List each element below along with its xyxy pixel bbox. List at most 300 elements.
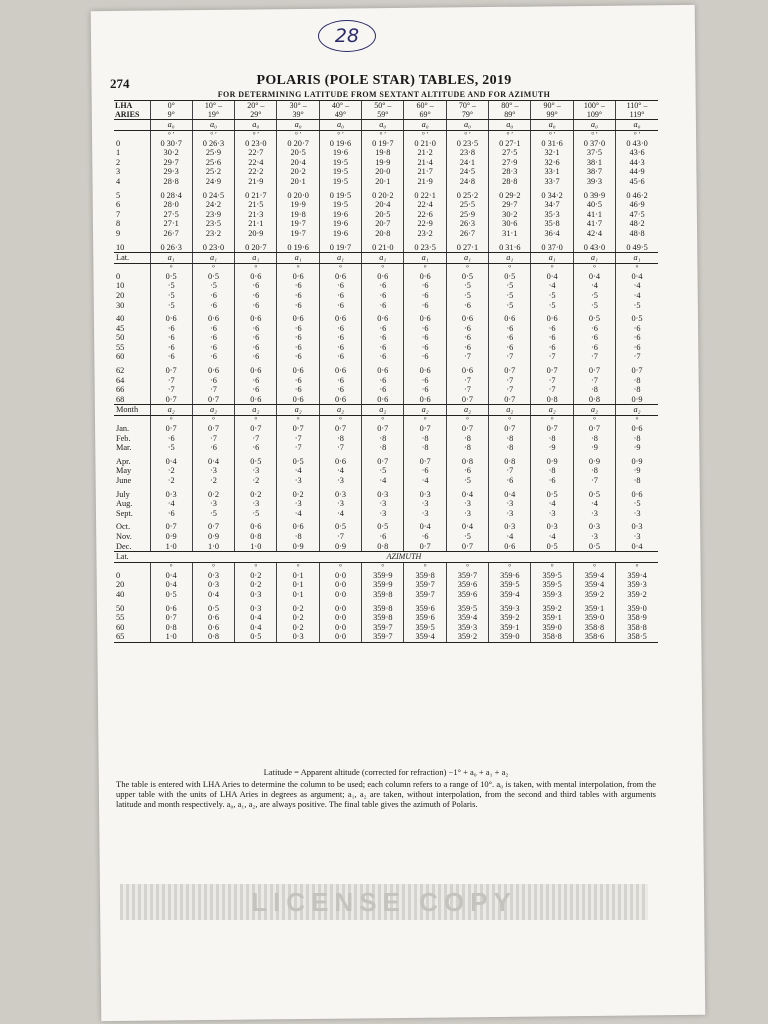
table-row: [114, 352, 658, 362]
cell-value: 0 28·4: [150, 191, 192, 201]
cell-value: 21·1: [235, 219, 277, 229]
a0_section-symbol: a₀: [192, 120, 234, 131]
a0_section-symbol: a₀: [573, 120, 615, 131]
column-header: [235, 101, 277, 120]
table-row: [114, 158, 658, 168]
row-label: 62: [116, 366, 125, 376]
a1_section-unit: °: [150, 263, 192, 272]
row-label: 1: [116, 148, 121, 158]
cell-value: ·3: [616, 509, 658, 519]
cell-value: 0·3: [573, 522, 615, 532]
table-row: [114, 210, 658, 220]
cell-value: 25·5: [446, 200, 488, 210]
table-row: [114, 301, 658, 311]
cell-value: ·5: [235, 509, 277, 519]
cell-value: ·8: [404, 434, 446, 444]
table-row: [114, 191, 658, 201]
cell-value: ·6: [277, 333, 319, 343]
row-label: 4: [116, 176, 121, 186]
cell-value: 0·4: [616, 542, 658, 552]
cell-value: ·6: [150, 343, 192, 353]
azimuth_section-heading-row: [114, 552, 658, 563]
cell-value: ·5: [362, 466, 404, 476]
footnote-text: The table is entered with LHA Aries to determine the column to be used; each column refers to a range of 10°. a₀ is taken, with mental interpolation, from the upper table with the units of LHA Aries in degrees as argument; a₁, a₂ are taken, without interpolation, from the second and third tables with arguments latitude and month respectively. a₀, a₁, a₂, are always positive. The final table gives the azimuth of Polaris.: [116, 779, 656, 809]
cell-value: 20·8: [362, 229, 404, 239]
cell-value: ·3: [573, 509, 615, 519]
table-row: [114, 466, 658, 476]
cell-value: ·6: [362, 333, 404, 343]
cell-value: 359·3: [446, 623, 488, 633]
cell-value: 0·6: [319, 272, 361, 282]
cell-value: 24·5: [446, 167, 488, 177]
cell-value: 0·7: [235, 424, 277, 434]
table-row: [114, 314, 658, 324]
cell-value: ·6: [531, 333, 573, 343]
cell-value: 0 21·0: [362, 243, 404, 253]
cell-value: 0 43·0: [573, 243, 615, 253]
cell-value: ·8: [573, 466, 615, 476]
cell-value: ·8: [362, 434, 404, 444]
cell-value: 28·3: [489, 167, 531, 177]
cell-value: 44·3: [616, 158, 658, 168]
cell-value: ·6: [446, 324, 488, 334]
a0_section-unit: ° ′: [616, 130, 658, 139]
cell-value: 359·5: [404, 623, 446, 633]
cell-value: ·6: [192, 443, 234, 453]
cell-value: 0·5: [531, 542, 573, 552]
column-from: 110° –: [626, 101, 648, 110]
row-label: Apr.: [116, 456, 131, 466]
cell-value: 0·8: [192, 632, 234, 642]
cell-value: ·4: [319, 509, 361, 519]
cell-value: ·7: [277, 434, 319, 444]
cell-value: ·4: [616, 291, 658, 301]
polaris-table: [114, 100, 658, 643]
table-row: [114, 532, 658, 542]
cell-value: ·3: [404, 509, 446, 519]
cell-value: 0·1: [277, 571, 319, 581]
cell-value: ·6: [446, 333, 488, 343]
cell-value: 0·4: [446, 522, 488, 532]
cell-value: 30·2: [150, 148, 192, 158]
cell-value: 0·6: [192, 613, 234, 623]
units-spacer: [114, 263, 150, 272]
column-from: 70° –: [458, 101, 477, 110]
cell-value: 24·2: [192, 200, 234, 210]
table-row: [114, 542, 658, 552]
cell-value: 0 26·3: [192, 139, 234, 149]
cell-value: 359·4: [573, 580, 615, 590]
cell-value: 0·7: [489, 424, 531, 434]
cell-value: ·6: [319, 291, 361, 301]
cell-value: ·7: [192, 385, 234, 395]
cell-value: 358·9: [616, 613, 658, 623]
column-to: 9°: [167, 110, 175, 119]
column-to: 99°: [546, 110, 558, 119]
cell-value: 359·7: [404, 580, 446, 590]
cell-value: 0·3: [150, 490, 192, 500]
a2_section-symbol: a₂: [192, 405, 234, 416]
cell-value: ·6: [531, 343, 573, 353]
table-row: [114, 580, 658, 590]
cell-value: 0·6: [235, 522, 277, 532]
a0_section-unit: ° ′: [446, 130, 488, 139]
units-spacer: [114, 130, 150, 139]
cell-value: 20·7: [362, 219, 404, 229]
cell-value: 0·8: [362, 542, 404, 552]
cell-value: 0·5: [235, 457, 277, 467]
cell-value: 25·2: [192, 167, 234, 177]
cell-value: 0·7: [489, 366, 531, 376]
cell-value: 22·4: [235, 158, 277, 168]
a0_section-symbol: a₀: [404, 120, 446, 131]
a1_section-unit: °: [319, 263, 361, 272]
row-label: July: [116, 489, 130, 499]
cell-value: 46·9: [616, 200, 658, 210]
cell-value: 0·1: [277, 580, 319, 590]
a2_section-unit: °: [446, 416, 488, 425]
cell-value: 0 46·2: [616, 191, 658, 201]
cell-value: 0·6: [235, 395, 277, 405]
cell-value: 0 19·6: [277, 243, 319, 253]
row-label: 64: [116, 375, 125, 385]
cell-value: ·8: [616, 385, 658, 395]
a1_section-heading-row: [114, 253, 658, 264]
cell-value: 0·8: [531, 395, 573, 405]
cell-value: 0·7: [446, 542, 488, 552]
cell-value: ·8: [573, 434, 615, 444]
a2_section-symbol: a₂: [277, 405, 319, 416]
cell-value: 0·6: [277, 314, 319, 324]
cell-value: 359·8: [362, 590, 404, 600]
cell-value: 0 27·1: [446, 243, 488, 253]
cell-value: 47·5: [616, 210, 658, 220]
cell-value: 22·9: [404, 219, 446, 229]
cell-value: 0·5: [489, 272, 531, 282]
cell-value: 359·2: [531, 604, 573, 614]
a1_section-unit: °: [277, 263, 319, 272]
cell-value: ·5: [446, 476, 488, 486]
row-label: 65: [114, 632, 150, 642]
cell-value: ·2: [150, 476, 192, 486]
cell-value: ·6: [235, 385, 277, 395]
cell-value: 19·6: [319, 219, 361, 229]
cell-value: 19·5: [319, 177, 361, 187]
column-to: 49°: [334, 110, 347, 119]
cell-value: ·6: [319, 343, 361, 353]
cell-value: 0·3: [616, 522, 658, 532]
page-subtitle: FOR DETERMINING LATITUDE FROM SEXTANT ALTITUDE AND FOR AZIMUTH: [217, 90, 551, 99]
cell-value: 1·0: [150, 632, 192, 642]
a1_section-unit: °: [446, 263, 488, 272]
cell-value: 359·2: [446, 632, 488, 642]
column-from: 60° –: [416, 101, 434, 110]
table-row: [114, 272, 658, 282]
a0_section-row-label: [114, 120, 150, 131]
cell-value: 20·1: [362, 177, 404, 187]
cell-value: 19·8: [362, 148, 404, 158]
cell-value: 0·3: [192, 571, 234, 581]
cell-value: 0·4: [404, 522, 446, 532]
cell-value: 0·6: [192, 623, 234, 633]
cell-value: 0·5: [573, 542, 615, 552]
cell-value: 0·7: [150, 522, 192, 532]
cell-value: 0·6: [277, 272, 319, 282]
a2_section-symbol: a₂: [362, 405, 404, 416]
cell-value: 0·7: [404, 424, 446, 434]
cell-value: 20·5: [362, 210, 404, 220]
table-row: [114, 229, 658, 239]
cell-value: ·9: [616, 443, 658, 453]
cell-value: 0 21·7: [235, 191, 277, 201]
azimuth_section-unit: °: [616, 562, 658, 571]
cell-value: ·3: [362, 499, 404, 509]
cell-value: 0·9: [150, 532, 192, 542]
cell-value: 0·7: [531, 424, 573, 434]
azimuth_section-unit: °: [573, 562, 615, 571]
cell-value: 0·7: [150, 395, 192, 405]
cell-value: 0·2: [192, 490, 234, 500]
cell-value: 37·5: [573, 148, 615, 158]
cell-value: 24·8: [446, 177, 488, 187]
a1_section-unit: °: [404, 263, 446, 272]
cell-value: ·7: [446, 352, 488, 362]
a2_section-unit: °: [319, 416, 361, 425]
row-label: 0: [116, 570, 121, 580]
cell-value: 0 49·5: [616, 243, 658, 253]
cell-value: 23·2: [404, 229, 446, 239]
cell-value: 41·7: [573, 219, 615, 229]
cell-value: ·8: [404, 443, 446, 453]
lha-label: LHA: [115, 101, 133, 110]
cell-value: 0·6: [404, 366, 446, 376]
a0_section-unit: ° ′: [150, 130, 192, 139]
cell-value: 19·9: [277, 200, 319, 210]
cell-value: 0 37·0: [573, 139, 615, 149]
cell-value: 359·8: [362, 613, 404, 623]
table-row: [114, 395, 658, 405]
cell-value: 0·6: [616, 424, 658, 434]
column-header: [277, 101, 319, 120]
cell-value: ·6: [404, 291, 446, 301]
cell-value: 21·9: [235, 177, 277, 187]
cell-value: 0·9: [192, 532, 234, 542]
cell-value: ·6: [235, 352, 277, 362]
a1_section-unit: °: [235, 263, 277, 272]
table-row: [114, 522, 658, 532]
table-row: [114, 590, 658, 600]
a0_section-symbol: a₀: [531, 120, 573, 131]
units-spacer: [114, 416, 150, 425]
cell-value: ·7: [531, 352, 573, 362]
cell-value: 359·9: [362, 580, 404, 590]
cell-value: 0·6: [319, 314, 361, 324]
column-from: 20° –: [247, 101, 265, 110]
cell-value: 0·7: [573, 424, 615, 434]
cell-value: 358·8: [616, 623, 658, 633]
cell-value: 0·5: [192, 604, 234, 614]
cell-value: ·8: [616, 476, 658, 486]
cell-value: 0 31·6: [531, 139, 573, 149]
cell-value: ·6: [235, 281, 277, 291]
column-header: [192, 101, 234, 120]
table-row: [114, 385, 658, 395]
cell-value: 19·9: [362, 158, 404, 168]
cell-value: ·8: [446, 443, 488, 453]
cell-value: 20·4: [362, 200, 404, 210]
column-header: [616, 101, 658, 120]
cell-value: ·7: [489, 385, 531, 395]
cell-value: 0·6: [404, 395, 446, 405]
table-row: [114, 200, 658, 210]
cell-value: ·6: [192, 352, 234, 362]
cell-value: 21·5: [235, 200, 277, 210]
azimuth_section-unit: °: [362, 562, 404, 571]
cell-value: 0·8: [150, 623, 192, 633]
cell-value: 28·8: [150, 177, 192, 187]
cell-value: 27·1: [150, 219, 192, 229]
cell-value: 0·0: [319, 613, 361, 623]
cell-value: 0·4: [489, 490, 531, 500]
cell-value: 20·5: [277, 148, 319, 158]
cell-value: ·8: [616, 376, 658, 386]
cell-value: 0 34·2: [531, 191, 573, 201]
cell-value: 359·7: [362, 632, 404, 642]
cell-value: ·2: [192, 476, 234, 486]
a2_section-symbol: a₂: [404, 405, 446, 416]
cell-value: 0·2: [235, 571, 277, 581]
cell-value: 0·6: [235, 366, 277, 376]
cell-value: 0·6: [489, 314, 531, 324]
row-label: 45: [116, 323, 125, 333]
cell-value: 0·3: [235, 590, 277, 600]
cell-value: ·8: [446, 434, 488, 444]
cell-value: 0·4: [235, 623, 277, 633]
cell-value: 27·5: [150, 210, 192, 220]
row-label: Aug.: [116, 499, 133, 509]
cell-value: ·7: [319, 532, 361, 542]
cell-value: ·8: [319, 434, 361, 444]
cell-value: ·6: [319, 301, 361, 311]
a0_section-symbol: a₀: [235, 120, 277, 131]
a1_section-symbol: a₁: [531, 253, 573, 264]
table-row: [114, 457, 658, 467]
a2_section-unit: °: [489, 416, 531, 425]
cell-value: 0·5: [150, 590, 192, 600]
cell-value: 0·6: [362, 272, 404, 282]
column-from: 0°: [167, 101, 175, 110]
cell-value: ·3: [319, 499, 361, 509]
row-label: 8: [116, 219, 121, 229]
cell-value: ·6: [362, 324, 404, 334]
column-to: 119°: [629, 110, 645, 119]
cell-value: ·2: [150, 466, 192, 476]
cell-value: ·5: [531, 301, 573, 311]
cell-value: 27·9: [489, 158, 531, 168]
cell-value: 20·0: [362, 167, 404, 177]
a2_section-unit: °: [150, 416, 192, 425]
azimuth_section-unit: °: [489, 562, 531, 571]
cell-value: 22·2: [235, 167, 277, 177]
cell-value: 359·0: [531, 623, 573, 633]
cell-value: 0·7: [319, 424, 361, 434]
table-row: [114, 424, 658, 434]
cell-value: 0·2: [277, 490, 319, 500]
azimuth_section-unit: °: [404, 562, 446, 571]
cell-value: 359·8: [362, 604, 404, 614]
cell-value: 38·1: [573, 158, 615, 168]
cell-value: ·5: [150, 281, 192, 291]
column-to: 39°: [292, 110, 304, 119]
cell-value: 41·1: [573, 210, 615, 220]
cell-value: 0·0: [319, 604, 361, 614]
cell-value: 19·6: [319, 148, 361, 158]
row-label: 68: [114, 395, 150, 405]
cell-value: 0·6: [150, 314, 192, 324]
cell-value: 0 20·7: [235, 243, 277, 253]
cell-value: ·6: [362, 532, 404, 542]
latitude-equation: Latitude = Apparent altitude (corrected for refraction) −1° + a₀ + a₁ + a₂: [263, 767, 509, 777]
cell-value: 0·4: [150, 571, 192, 581]
cell-value: ·6: [192, 291, 234, 301]
cell-value: ·6: [150, 333, 192, 343]
cell-value: 359·4: [573, 571, 615, 581]
cell-value: 0·6: [277, 366, 319, 376]
cell-value: 48·8: [616, 229, 658, 239]
table-row: [114, 291, 658, 301]
row-label: 0: [116, 138, 121, 148]
cell-value: ·6: [573, 324, 615, 334]
cell-value: ·5: [150, 301, 192, 311]
cell-value: ·6: [404, 281, 446, 291]
a0_section-symbol: a₀: [277, 120, 319, 131]
row-label: Jan.: [116, 424, 130, 434]
cell-value: ·3: [446, 499, 488, 509]
a0_section-unit: ° ′: [489, 130, 531, 139]
a2_section-row-label: Month: [114, 405, 150, 416]
azimuth_section-unit: °: [150, 562, 192, 571]
row-label: 30: [116, 300, 125, 310]
a0_section-symbol: a₀: [616, 120, 658, 131]
row-label: Nov.: [116, 531, 132, 541]
cell-value: 20·9: [235, 229, 277, 239]
cell-value: ·7: [446, 385, 488, 395]
cell-value: 33·1: [531, 167, 573, 177]
column-header: [404, 101, 446, 120]
row-label: 10: [116, 281, 125, 291]
cell-value: 21·9: [404, 177, 446, 187]
cell-value: ·5: [446, 532, 488, 542]
cell-value: 28·8: [489, 177, 531, 187]
a0_section-unit: ° ′: [192, 130, 234, 139]
cell-value: 0·4: [192, 457, 234, 467]
cell-value: 43·6: [616, 148, 658, 158]
cell-value: 0 23·5: [404, 243, 446, 253]
cell-value: 0 21·0: [404, 139, 446, 149]
cell-value: 0 19·6: [319, 139, 361, 149]
cell-value: ·4: [531, 281, 573, 291]
a2_section-unit: °: [362, 416, 404, 425]
cell-value: ·7: [531, 376, 573, 386]
cell-value: ·6: [404, 301, 446, 311]
cell-value: ·7: [489, 466, 531, 476]
cell-value: ·4: [362, 476, 404, 486]
cell-value: 0·6: [277, 395, 319, 405]
column-from: 80° –: [501, 101, 519, 110]
cell-value: 359·9: [362, 571, 404, 581]
cell-value: 359·7: [404, 590, 446, 600]
cell-value: 0·4: [573, 272, 615, 282]
